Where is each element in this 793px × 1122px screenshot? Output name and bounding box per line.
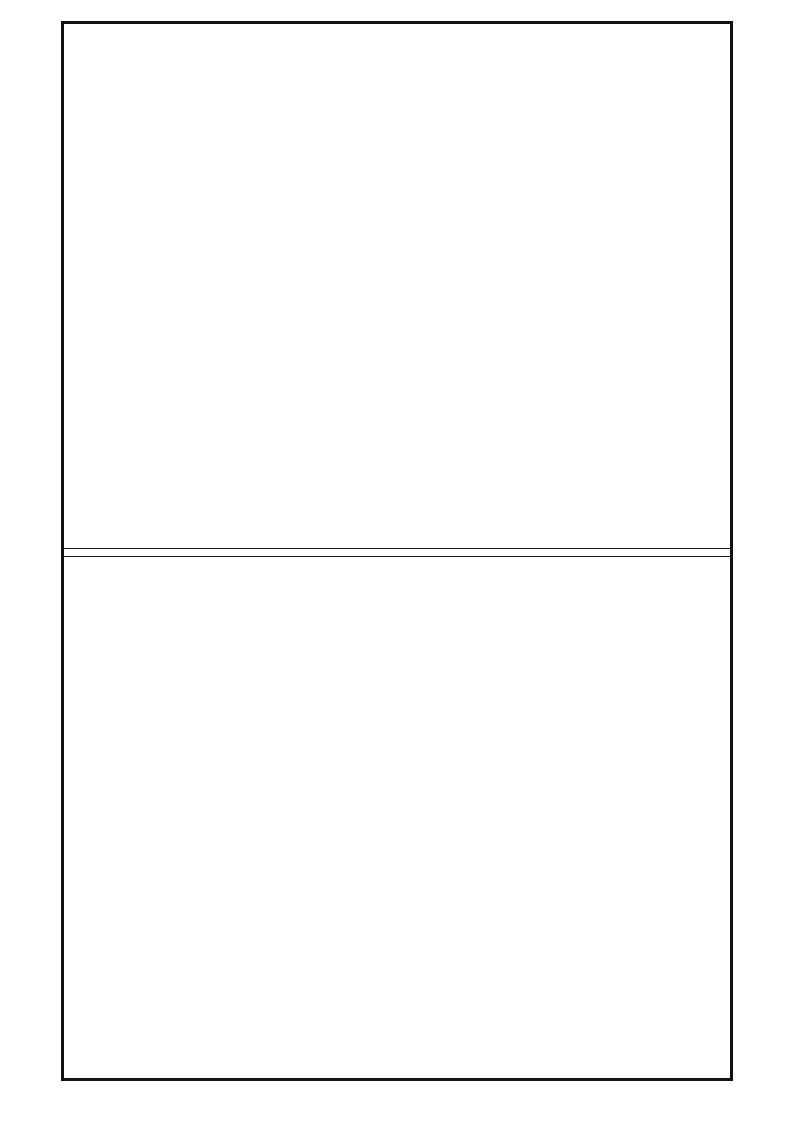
middle-rule [61, 548, 733, 549]
running-title [26, 86, 39, 100]
middle-rule-lower [61, 556, 733, 557]
page-frame [61, 21, 733, 1081]
